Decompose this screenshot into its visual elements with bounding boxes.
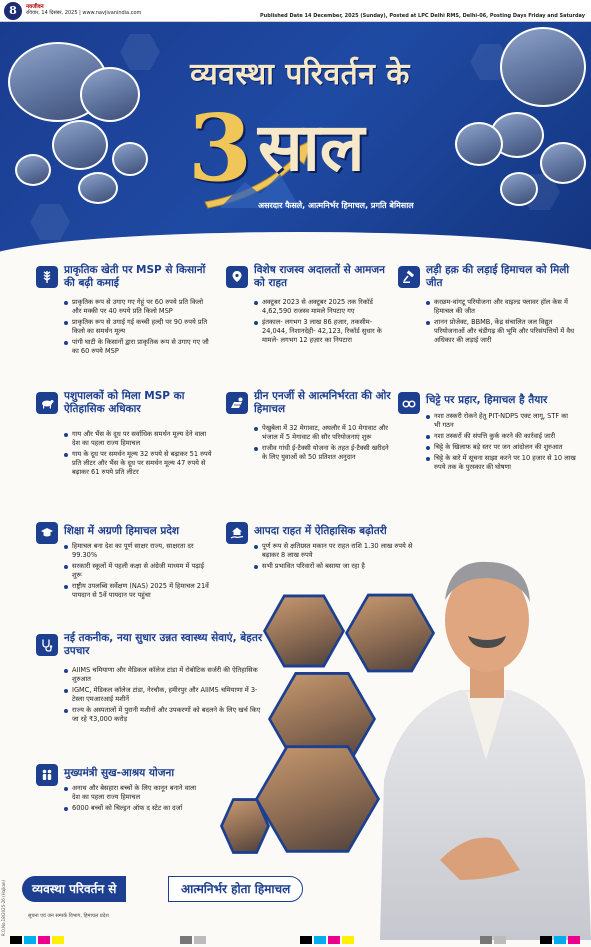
list-item: हिमाचल बना देश का पूर्ण साक्षर राज्य, साक्षरता दर 99.30% (64, 542, 214, 560)
section-list (254, 298, 394, 347)
section-title: शिक्षा में अग्रणी हिमाचल प्रदेश (64, 525, 180, 537)
wheat-icon (36, 266, 58, 288)
chief-minister-portrait (370, 540, 591, 940)
list-item: प्राकृतिक रूप से उगाई गई कच्ची हल्दी पर 90 रुपये प्रति किलो का समर्थन मूल्य (64, 318, 214, 336)
banner-left-text: व्यवस्था परिवर्तन से (22, 876, 126, 902)
list-item: सभी प्रभावित परिवारों को बसाया जा रहा है (254, 562, 429, 571)
list-item: इंतकाल- लगभग 3 लाख 86 हजार, तकसीम- 24,044, निशानदेही- 42,123, रिकॉर्ड सुधार के मामले- लगभग 12 हज़ार का निपटारा (254, 318, 394, 345)
list-item: IGMC, मेडिकल कॉलेज टांडा, नेरचौक, हमीरपुर और AIIMS चमियाणा में 3-टेस्ला एमआरआई मशीनें (64, 686, 264, 704)
list-item: चिट्टे के बारे में सूचना साझा करने पर 10 हजार से 10 लाख रुपये तक के पुरस्कार की घोषणा (426, 454, 576, 472)
top-bar (0, 0, 591, 22)
section-list (64, 666, 264, 726)
house-hand-icon (226, 522, 248, 544)
page-number: 8 (4, 2, 22, 20)
list-item: शानन प्रोजेक्ट, BBMB, केंद्र संचालित जल विद्युत परियोजनाओं और चंडीगढ़ की भूमि और परिसंपत्तियों में वैध अधिकार की लड़ाई जारी (426, 318, 576, 345)
section-title: नई तकनीक, नया सुधार उन्नत स्वास्थ्य सेवाएं, बेहतर उपचार (64, 632, 263, 657)
hero-banner (0, 22, 591, 252)
list-item: पूर्ण रूप से क्षतिग्रस्त मकान पर राहत राशि 1.30 लाख रुपये से बढ़ाकर 8 लाख रुपये (254, 542, 429, 560)
section-title: प्राकृतिक खेती पर MSP से किसानों की बढ़ी कमाई (64, 264, 206, 289)
list-item: अक्टूबर 2023 से अक्टूबर 2025 तक रिकॉर्ड 4,62,590 राजस्व मामले निपटाए गए (254, 298, 394, 316)
list-item: अनाथ और बेसहारा बच्चों के लिए कानून बनाने वाला देश का पहला राज्य हिमाचल (64, 784, 204, 802)
photo-public-gathering (258, 746, 377, 852)
hero-photo-soldiers (500, 27, 586, 107)
list-item: राष्ट्रीय उपलब्धि सर्वेक्षण (NAS) 2025 में हिमाचल 21वें पायदान से 5वें पायदान पर पहुंचा (64, 582, 214, 600)
hero-photo-hospital (540, 142, 586, 184)
hero-word: साल (258, 109, 365, 186)
list-item: सरकारी स्कूलों में पहली कक्षा से अंग्रेजी माध्यम में पढ़ाई शुरू (64, 562, 214, 580)
list-item: पांगी घाटी के किसानों द्वारा प्राकृतिक रूप से उगाए गए जौ का 60 रुपये MSP (64, 338, 214, 356)
list-item: राजीव गांधी ई-टैक्सी योजना के तहत ई-टैक्सी खरीदने के लिए युवाओं को 50 प्रतिशत अनुदान (254, 444, 394, 462)
list-item: नशा तस्करों की संपत्ति कुर्क करने की कार्रवाई जारी (426, 432, 576, 441)
hero-photo-group (455, 122, 503, 166)
hero-photo-crowd-2 (80, 67, 140, 122)
section-title: लड़ी हक़ की लड़ाई हिमाचल को मिली जीत (426, 264, 570, 289)
hero-tagline: असरदार फैसले, आत्मनिर्भर हिमाचल, प्रगति बेमिसाल (258, 201, 414, 210)
hero-number: 3 (188, 94, 253, 202)
gavel-icon (398, 266, 420, 288)
section-title: मुख्यमंत्री सुख-आश्रय योजना (64, 767, 175, 779)
list-item: राज्य के अस्पतालों में पुरानी मशीनों और उपकरणों को बदलने के लिए खर्च किए जा रहे ₹3,000 करोड़ (64, 706, 264, 724)
section-title: पशुपालकों को मिला MSP का ऐतिहासिक अधिकार (64, 390, 185, 415)
section-list (254, 424, 394, 464)
ro-number: R.O.No.18/2025-26 (Hajkan) (1, 880, 6, 937)
section-list (64, 430, 214, 479)
list-item: प्राकृतिक रूप से उगाए गए गेहूं पर 60 रुपये प्रति किलो और मक्की पर 40 रुपये प्रति किलो MSP (64, 298, 214, 316)
cow-icon (36, 392, 58, 414)
hero-photo-worker (500, 172, 538, 206)
hero-photo-small-1 (15, 154, 51, 186)
section-title: विशेष राजस्व अदालतों से आमजन को राहत (254, 264, 385, 289)
hero-photo-small-2 (78, 172, 118, 204)
map-pin-icon (226, 266, 248, 288)
section-list (64, 784, 204, 815)
banner-right-text: आत्मनिर्भर होता हिमाचल (168, 876, 303, 902)
hero-title: व्यवस्था परिवर्तन के (190, 57, 410, 92)
publication-info: Published Date 14 December, 2025 (Sunday), Posted at LPC Delhi RMS, Delhi-06, Posting Days Friday and Saturday (260, 13, 585, 19)
section-list (426, 412, 576, 474)
section-title: चिट्टे पर प्रहार, हिमाचल है तैयार (426, 394, 548, 406)
graduation-cap-icon (36, 522, 58, 544)
dateline: रविवार, 14 दिसंबर, 2025 | www.navjivanindia.com (26, 10, 142, 16)
section-list (64, 298, 214, 358)
list-item: नशा तस्करी रोकने हेतु PIT-NDPS एक्ट लागू, STF का भी गठन (426, 412, 576, 430)
list-item: करछम-वांगटू परियोजना और वाइल्ड फ्लावर हॉल केस में हिमाचल की जीत (426, 298, 576, 316)
handcuff-icon (398, 392, 420, 414)
stethoscope-icon (36, 634, 58, 656)
list-item: गाय के दूध पर समर्थन मूल्य 32 रुपये से बढ़ाकर 51 रुपये प्रति लीटर और भैंस के दूध पर समर्थन मूल्य 47 रुपये से बढ़ाकर 61 रुपये प्रति लीटर (64, 450, 214, 477)
hero-photo-small-3 (112, 142, 148, 176)
section-list (64, 542, 214, 602)
color-registration-bar (0, 936, 591, 944)
children-icon (36, 764, 58, 786)
list-item: पेखुबेला में 32 मेगावाट, अघलौर में 10 मेगावाट और भंजाल में 5 मेगावाट की सौर परियोजनाएं शुरू (254, 424, 394, 442)
section-title: आपदा राहत में ऐतिहासिक बढ़ोतरी (254, 525, 387, 537)
list-item: गाय और भैंस के दूध पर सर्वाधिक समर्थन मूल्य देने वाला देश का पहला राज्य हिमाचल (64, 430, 214, 448)
solar-icon (226, 392, 248, 414)
section-list (426, 298, 576, 347)
bottom-banner (22, 876, 362, 902)
list-item: चिट्टे के खिलाफ बड़े स्तर पर जन आंदोलन की शुरुआत (426, 443, 576, 452)
department-credit: सूचना एवं जन सम्पर्क विभाग, हिमाचल प्रदेश (28, 913, 109, 919)
list-item: 6000 बच्चों को चिल्ड्रन ऑफ द स्टेट का दर्जा (64, 804, 204, 813)
list-item: AIIMS चमियाणा और मेडिकल कॉलेज टांडा में रोबोटिक सर्जरी की ऐतिहासिक शुरुआत (64, 666, 264, 684)
hero-photo-team (52, 120, 108, 170)
masthead: नवजीवन (26, 4, 44, 10)
section-title: ग्रीन एनर्जी से आत्मनिर्भरता की ओर हिमाचल (254, 390, 391, 415)
